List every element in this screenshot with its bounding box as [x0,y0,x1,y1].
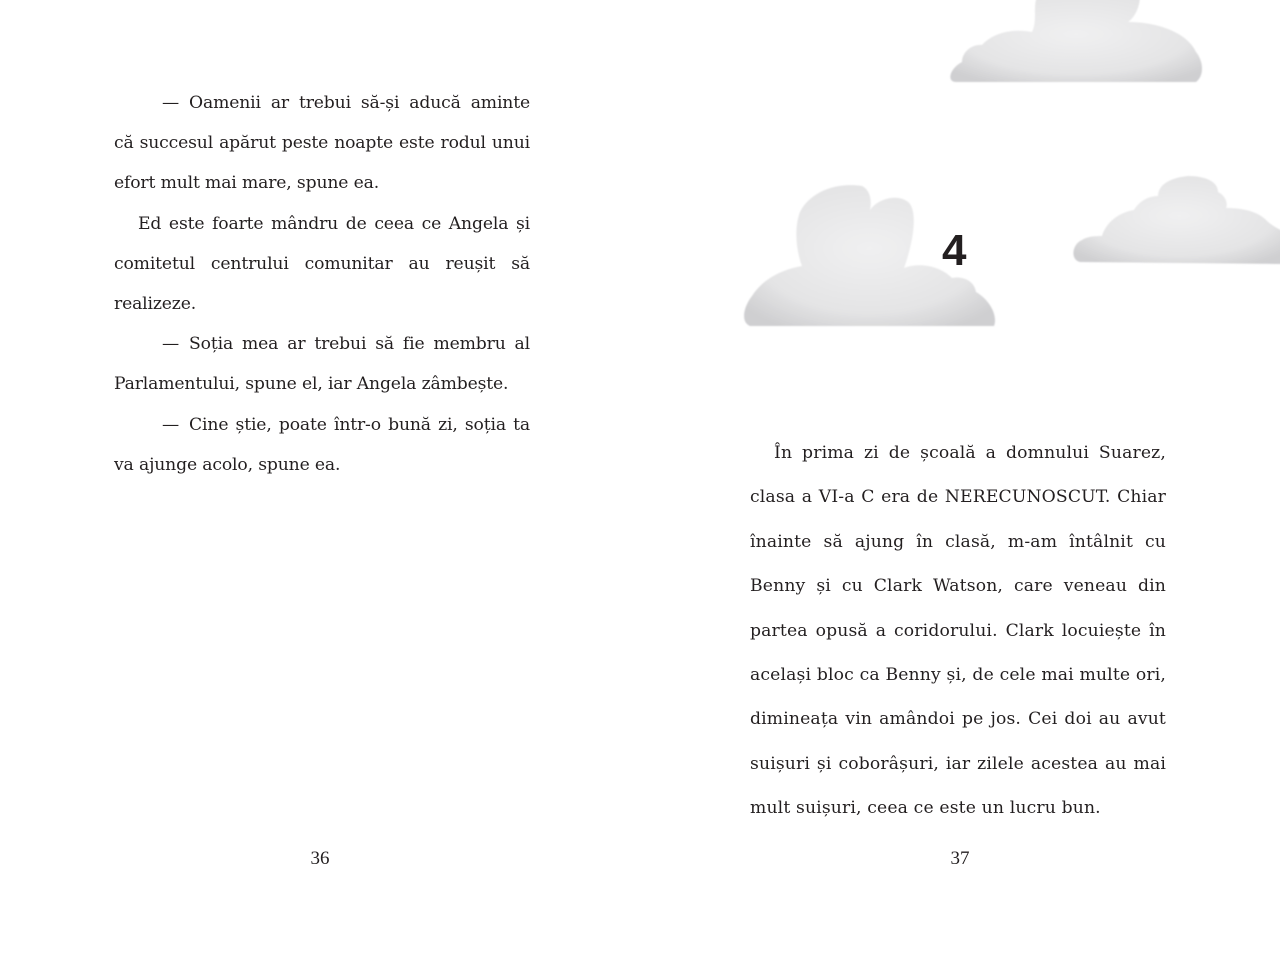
chapter-number: 4 [942,226,967,275]
paragraph-dialogue [114,324,530,404]
page-number: 37 [950,848,970,869]
paragraph-text: Ed este foarte mândru de ceea ce Angela și comitetul centrului comunitar au reușit să realizeze. [114,213,530,315]
cloud-right-icon [1073,176,1280,264]
paragraph-text: În prima zi de școală a domnului Suarez, clasa a VI-a C era de NERECUNOSCUT. Chiar înainte să ajung în clasă, m-am întâlnit cu Benny și cu Clark Watson, care veneau din partea opusă a coridorului. Clark locuiește în același bloc ca Benny și, de cele mai multe ori, dimineața vin amândoi pe jos. Cei doi au avut suișuri și coborâșuri, iar zilele acestea au mai mult suișuri, ceea ce este un lucru bun. [750,443,1166,819]
paragraph-narration [114,204,530,325]
paragraph-narration [750,431,1166,831]
paragraph-text: Cine știe, poate într-o bună zi, soția ta va ajunge acolo, spune ea. [114,414,530,475]
em-dash: — [162,334,180,355]
right-page-body [750,431,1166,831]
em-dash: — [162,414,180,435]
em-dash: — [162,93,180,113]
cloud-top-icon [950,0,1202,82]
paragraph-text: Oamenii ar trebui să-și aducă aminte că succesul apărut peste noapte este rodul unui efort mult mai mare, spune ea. [114,93,530,194]
page-number: 36 [310,848,330,869]
paragraph-dialogue [114,405,530,485]
left-page-body [114,83,530,485]
right-page [640,0,1280,959]
paragraph-dialogue [114,83,530,204]
paragraph-text: Soția mea ar trebui să fie membru al Parlamentului, spune el, iar Angela zâmbește. [114,334,530,395]
